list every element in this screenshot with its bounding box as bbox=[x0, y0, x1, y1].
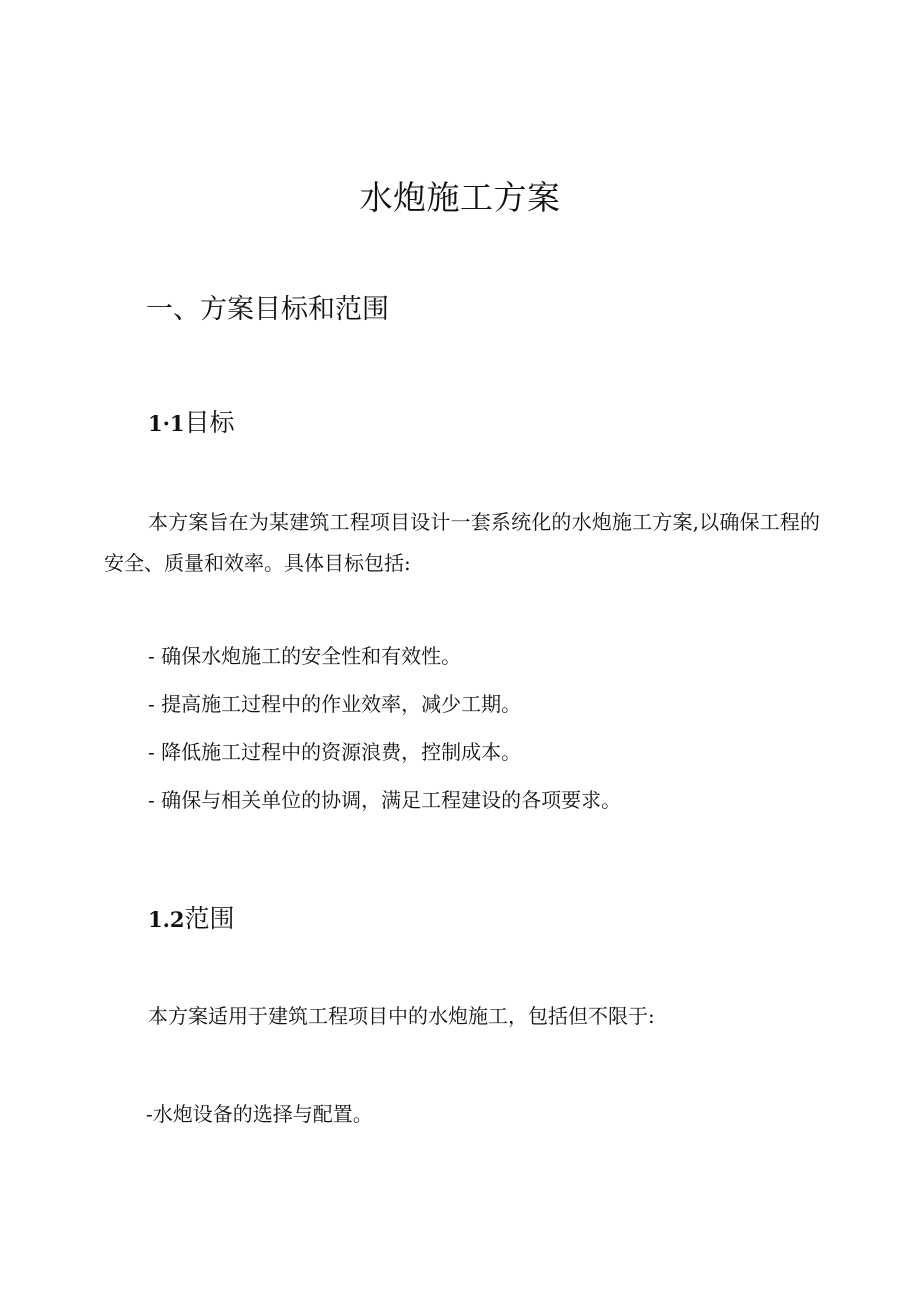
document-title: 水炮施工方案 bbox=[359, 178, 561, 217]
list-item: - 降低施工过程中的资源浪费，控制成本。 bbox=[148, 740, 522, 764]
subsection-number: 1.2 bbox=[148, 907, 185, 932]
goal-list bbox=[148, 644, 621, 836]
list-item: - 确保与相关单位的协调，满足工程建设的各项要求。 bbox=[148, 788, 622, 812]
subsection-number: 1·1 bbox=[148, 411, 185, 436]
list-item: - 确保水炮施工的安全性和有效性。 bbox=[148, 644, 462, 668]
list-item: - 提高施工过程中的作业效率，减少工期。 bbox=[148, 692, 522, 716]
subsection-label: 范围 bbox=[184, 904, 235, 933]
subsection-label: 目标 bbox=[184, 408, 235, 437]
subsection-heading-scope bbox=[148, 902, 235, 937]
list-item: -水炮设备的选择与配置。 bbox=[146, 1102, 373, 1126]
section-heading-objectives-scope: 一、方案目标和范围 bbox=[146, 294, 389, 325]
scope-paragraph: 本方案适用于建筑工程项目中的水炮施工，包括但不限于: bbox=[148, 1004, 655, 1028]
subsection-heading-goal bbox=[148, 406, 235, 441]
goal-paragraph: 本方案旨在为某建筑工程项目设计一套系统化的水炮施工方案,以确保工程的安全、质量和效率。具体目标包括: bbox=[104, 510, 820, 575]
